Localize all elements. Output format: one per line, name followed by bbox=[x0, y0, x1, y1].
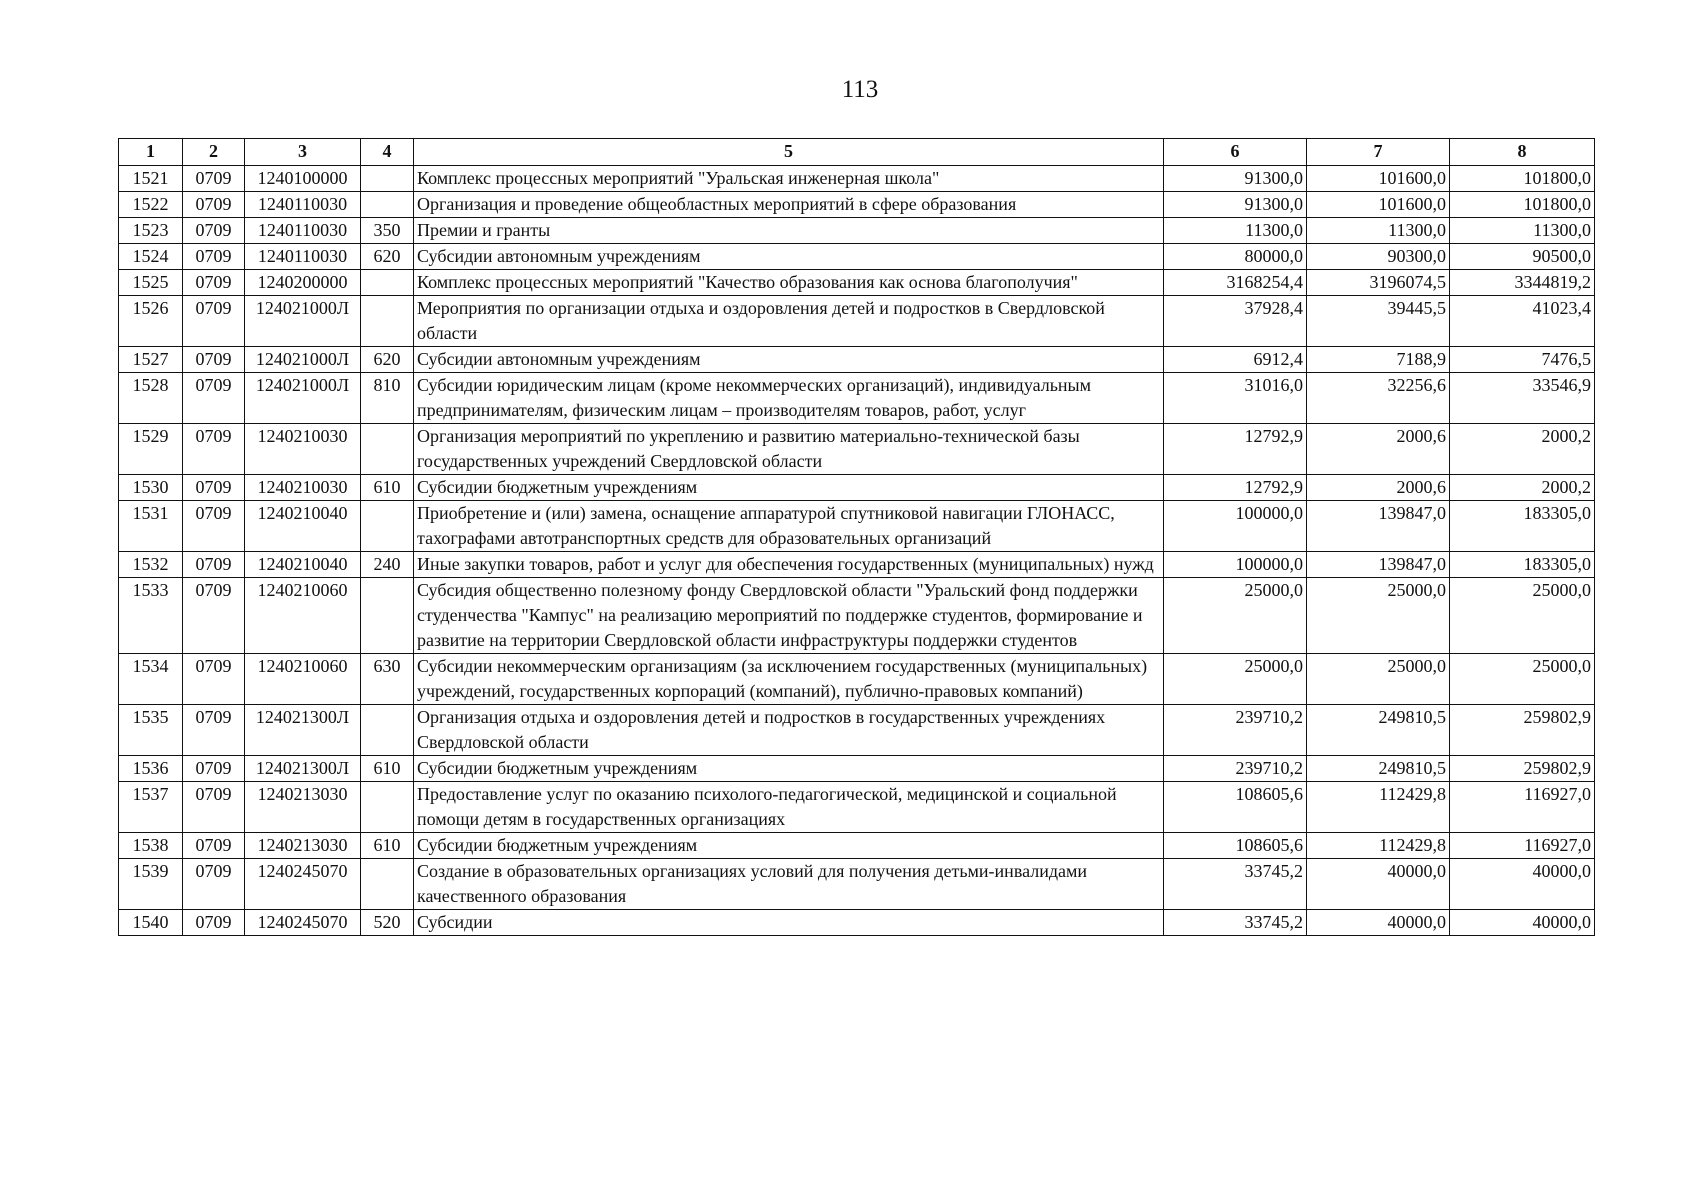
amount-col6-cell: 239710,2 bbox=[1164, 756, 1307, 782]
table-body bbox=[119, 166, 1595, 936]
expense-type-cell bbox=[361, 501, 414, 552]
amount-col6-cell: 100000,0 bbox=[1164, 501, 1307, 552]
row-number-cell: 1538 bbox=[119, 833, 183, 859]
amount-col7-cell: 2000,6 bbox=[1307, 475, 1450, 501]
amount-col7-cell: 112429,8 bbox=[1307, 833, 1450, 859]
row-number-cell: 1537 bbox=[119, 782, 183, 833]
amount-col6-cell: 31016,0 bbox=[1164, 373, 1307, 424]
amount-col8-cell: 183305,0 bbox=[1450, 552, 1595, 578]
target-code-cell: 1240213030 bbox=[245, 833, 361, 859]
table-row bbox=[119, 578, 1595, 654]
expense-type-cell: 240 bbox=[361, 552, 414, 578]
section-code-cell: 0709 bbox=[183, 859, 245, 910]
amount-col6-cell: 25000,0 bbox=[1164, 654, 1307, 705]
section-code-cell: 0709 bbox=[183, 833, 245, 859]
description-cell: Субсидии юридическим лицам (кроме некоммерческих организаций), индивидуальным предпринимателям, физическим лицам – производителям товаров, работ, услуг bbox=[414, 373, 1164, 424]
column-header-7: 7 bbox=[1307, 139, 1450, 166]
amount-col7-cell: 249810,5 bbox=[1307, 705, 1450, 756]
target-code-cell: 124021300Л bbox=[245, 756, 361, 782]
description-cell: Субсидии bbox=[414, 910, 1164, 936]
row-number-cell: 1525 bbox=[119, 270, 183, 296]
column-header-8: 8 bbox=[1450, 139, 1595, 166]
table-row bbox=[119, 859, 1595, 910]
amount-col7-cell: 11300,0 bbox=[1307, 218, 1450, 244]
section-code-cell: 0709 bbox=[183, 373, 245, 424]
column-header-1: 1 bbox=[119, 139, 183, 166]
description-cell: Мероприятия по организации отдыха и оздоровления детей и подростков в Свердловской области bbox=[414, 296, 1164, 347]
amount-col6-cell: 91300,0 bbox=[1164, 166, 1307, 192]
target-code-cell: 124021000Л bbox=[245, 347, 361, 373]
amount-col6-cell: 100000,0 bbox=[1164, 552, 1307, 578]
amount-col8-cell: 25000,0 bbox=[1450, 578, 1595, 654]
row-number-cell: 1534 bbox=[119, 654, 183, 705]
row-number-cell: 1529 bbox=[119, 424, 183, 475]
amount-col7-cell: 112429,8 bbox=[1307, 782, 1450, 833]
section-code-cell: 0709 bbox=[183, 910, 245, 936]
table-row bbox=[119, 833, 1595, 859]
expense-type-cell: 350 bbox=[361, 218, 414, 244]
section-code-cell: 0709 bbox=[183, 424, 245, 475]
budget-table bbox=[118, 138, 1595, 936]
amount-col6-cell: 12792,9 bbox=[1164, 424, 1307, 475]
target-code-cell: 124021300Л bbox=[245, 705, 361, 756]
table-row bbox=[119, 501, 1595, 552]
amount-col8-cell: 259802,9 bbox=[1450, 756, 1595, 782]
amount-col7-cell: 2000,6 bbox=[1307, 424, 1450, 475]
description-cell: Комплекс процессных мероприятий "Уральская инженерная школа" bbox=[414, 166, 1164, 192]
row-number-cell: 1530 bbox=[119, 475, 183, 501]
amount-col8-cell: 25000,0 bbox=[1450, 654, 1595, 705]
amount-col6-cell: 80000,0 bbox=[1164, 244, 1307, 270]
target-code-cell: 1240245070 bbox=[245, 859, 361, 910]
amount-col8-cell: 11300,0 bbox=[1450, 218, 1595, 244]
description-cell: Субсидия общественно полезному фонду Свердловской области "Уральский фонд поддержки студенчества "Кампус" на реализацию мероприятий по поддержке студентов, формирование и развитие на территории Свердловской области инфраструктуры поддержки студентов bbox=[414, 578, 1164, 654]
amount-col7-cell: 25000,0 bbox=[1307, 578, 1450, 654]
row-number-cell: 1539 bbox=[119, 859, 183, 910]
amount-col8-cell: 33546,9 bbox=[1450, 373, 1595, 424]
target-code-cell: 1240110030 bbox=[245, 244, 361, 270]
expense-type-cell bbox=[361, 296, 414, 347]
description-cell: Предоставление услуг по оказанию психолого-педагогической, медицинской и социальной помощи детям в государственных организациях bbox=[414, 782, 1164, 833]
amount-col7-cell: 249810,5 bbox=[1307, 756, 1450, 782]
amount-col6-cell: 25000,0 bbox=[1164, 578, 1307, 654]
row-number-cell: 1535 bbox=[119, 705, 183, 756]
amount-col8-cell: 2000,2 bbox=[1450, 424, 1595, 475]
row-number-cell: 1523 bbox=[119, 218, 183, 244]
expense-type-cell: 610 bbox=[361, 833, 414, 859]
target-code-cell: 1240110030 bbox=[245, 192, 361, 218]
table-row bbox=[119, 705, 1595, 756]
expense-type-cell bbox=[361, 705, 414, 756]
description-cell: Субсидии некоммерческим организациям (за исключением государственных (муниципальных) учреждений, государственных корпораций (компаний), публично-правовых компаний) bbox=[414, 654, 1164, 705]
expense-type-cell bbox=[361, 192, 414, 218]
amount-col7-cell: 3196074,5 bbox=[1307, 270, 1450, 296]
amount-col8-cell: 40000,0 bbox=[1450, 859, 1595, 910]
description-cell: Приобретение и (или) замена, оснащение аппаратурой спутниковой навигации ГЛОНАСС, тахографами автотранспортных средств для образовательных организаций bbox=[414, 501, 1164, 552]
section-code-cell: 0709 bbox=[183, 347, 245, 373]
table-row bbox=[119, 218, 1595, 244]
expense-type-cell: 620 bbox=[361, 244, 414, 270]
amount-col6-cell: 108605,6 bbox=[1164, 833, 1307, 859]
amount-col8-cell: 40000,0 bbox=[1450, 910, 1595, 936]
section-code-cell: 0709 bbox=[183, 475, 245, 501]
amount-col6-cell: 11300,0 bbox=[1164, 218, 1307, 244]
row-number-cell: 1528 bbox=[119, 373, 183, 424]
amount-col7-cell: 32256,6 bbox=[1307, 373, 1450, 424]
row-number-cell: 1521 bbox=[119, 166, 183, 192]
expense-type-cell bbox=[361, 424, 414, 475]
column-header-2: 2 bbox=[183, 139, 245, 166]
expense-type-cell bbox=[361, 859, 414, 910]
expense-type-cell bbox=[361, 782, 414, 833]
row-number-cell: 1540 bbox=[119, 910, 183, 936]
description-cell: Организация и проведение общеобластных мероприятий в сфере образования bbox=[414, 192, 1164, 218]
expense-type-cell bbox=[361, 270, 414, 296]
expense-type-cell: 620 bbox=[361, 347, 414, 373]
table-row bbox=[119, 244, 1595, 270]
expense-type-cell: 810 bbox=[361, 373, 414, 424]
header-row bbox=[119, 139, 1595, 166]
amount-col6-cell: 12792,9 bbox=[1164, 475, 1307, 501]
section-code-cell: 0709 bbox=[183, 782, 245, 833]
description-cell: Премии и гранты bbox=[414, 218, 1164, 244]
amount-col8-cell: 41023,4 bbox=[1450, 296, 1595, 347]
amount-col7-cell: 101600,0 bbox=[1307, 166, 1450, 192]
target-code-cell: 1240100000 bbox=[245, 166, 361, 192]
row-number-cell: 1536 bbox=[119, 756, 183, 782]
column-header-6: 6 bbox=[1164, 139, 1307, 166]
table-row bbox=[119, 654, 1595, 705]
description-cell: Субсидии автономным учреждениям bbox=[414, 244, 1164, 270]
description-cell: Субсидии бюджетным учреждениям bbox=[414, 833, 1164, 859]
description-cell: Комплекс процессных мероприятий "Качество образования как основа благополучия" bbox=[414, 270, 1164, 296]
target-code-cell: 1240210040 bbox=[245, 552, 361, 578]
amount-col6-cell: 37928,4 bbox=[1164, 296, 1307, 347]
amount-col6-cell: 91300,0 bbox=[1164, 192, 1307, 218]
amount-col6-cell: 239710,2 bbox=[1164, 705, 1307, 756]
target-code-cell: 1240210040 bbox=[245, 501, 361, 552]
amount-col7-cell: 7188,9 bbox=[1307, 347, 1450, 373]
expense-type-cell: 610 bbox=[361, 475, 414, 501]
description-cell: Организация мероприятий по укреплению и развитию материально-технической базы государственных учреждений Свердловской области bbox=[414, 424, 1164, 475]
table-row bbox=[119, 373, 1595, 424]
amount-col7-cell: 139847,0 bbox=[1307, 501, 1450, 552]
amount-col7-cell: 101600,0 bbox=[1307, 192, 1450, 218]
table-row bbox=[119, 270, 1595, 296]
description-cell: Субсидии бюджетным учреждениям bbox=[414, 756, 1164, 782]
amount-col8-cell: 116927,0 bbox=[1450, 782, 1595, 833]
target-code-cell: 1240245070 bbox=[245, 910, 361, 936]
amount-col7-cell: 39445,5 bbox=[1307, 296, 1450, 347]
description-cell: Иные закупки товаров, работ и услуг для обеспечения государственных (муниципальных) нужд bbox=[414, 552, 1164, 578]
amount-col8-cell: 3344819,2 bbox=[1450, 270, 1595, 296]
table-row bbox=[119, 296, 1595, 347]
section-code-cell: 0709 bbox=[183, 192, 245, 218]
row-number-cell: 1526 bbox=[119, 296, 183, 347]
description-cell: Субсидии бюджетным учреждениям bbox=[414, 475, 1164, 501]
table-row bbox=[119, 756, 1595, 782]
row-number-cell: 1533 bbox=[119, 578, 183, 654]
section-code-cell: 0709 bbox=[183, 756, 245, 782]
amount-col8-cell: 2000,2 bbox=[1450, 475, 1595, 501]
section-code-cell: 0709 bbox=[183, 578, 245, 654]
amount-col8-cell: 116927,0 bbox=[1450, 833, 1595, 859]
section-code-cell: 0709 bbox=[183, 654, 245, 705]
target-code-cell: 1240210030 bbox=[245, 475, 361, 501]
target-code-cell: 1240200000 bbox=[245, 270, 361, 296]
section-code-cell: 0709 bbox=[183, 218, 245, 244]
column-header-5: 5 bbox=[414, 139, 1164, 166]
table-row bbox=[119, 782, 1595, 833]
section-code-cell: 0709 bbox=[183, 501, 245, 552]
amount-col8-cell: 101800,0 bbox=[1450, 166, 1595, 192]
amount-col7-cell: 90300,0 bbox=[1307, 244, 1450, 270]
section-code-cell: 0709 bbox=[183, 166, 245, 192]
description-cell: Субсидии автономным учреждениям bbox=[414, 347, 1164, 373]
amount-col8-cell: 7476,5 bbox=[1450, 347, 1595, 373]
expense-type-cell: 520 bbox=[361, 910, 414, 936]
amount-col6-cell: 6912,4 bbox=[1164, 347, 1307, 373]
section-code-cell: 0709 bbox=[183, 270, 245, 296]
amount-col8-cell: 183305,0 bbox=[1450, 501, 1595, 552]
table-row bbox=[119, 166, 1595, 192]
row-number-cell: 1522 bbox=[119, 192, 183, 218]
table-row bbox=[119, 347, 1595, 373]
target-code-cell: 1240110030 bbox=[245, 218, 361, 244]
section-code-cell: 0709 bbox=[183, 296, 245, 347]
expense-type-cell bbox=[361, 578, 414, 654]
table-row bbox=[119, 424, 1595, 475]
table-row bbox=[119, 475, 1595, 501]
expense-type-cell bbox=[361, 166, 414, 192]
amount-col6-cell: 33745,2 bbox=[1164, 910, 1307, 936]
expense-type-cell: 630 bbox=[361, 654, 414, 705]
column-header-3: 3 bbox=[245, 139, 361, 166]
row-number-cell: 1532 bbox=[119, 552, 183, 578]
amount-col7-cell: 40000,0 bbox=[1307, 859, 1450, 910]
amount-col7-cell: 40000,0 bbox=[1307, 910, 1450, 936]
amount-col6-cell: 108605,6 bbox=[1164, 782, 1307, 833]
section-code-cell: 0709 bbox=[183, 244, 245, 270]
row-number-cell: 1527 bbox=[119, 347, 183, 373]
row-number-cell: 1531 bbox=[119, 501, 183, 552]
amount-col8-cell: 101800,0 bbox=[1450, 192, 1595, 218]
description-cell: Создание в образовательных организациях условий для получения детьми-инвалидами качественного образования bbox=[414, 859, 1164, 910]
amount-col7-cell: 25000,0 bbox=[1307, 654, 1450, 705]
section-code-cell: 0709 bbox=[183, 552, 245, 578]
target-code-cell: 1240210030 bbox=[245, 424, 361, 475]
expense-type-cell: 610 bbox=[361, 756, 414, 782]
table-row bbox=[119, 192, 1595, 218]
amount-col7-cell: 139847,0 bbox=[1307, 552, 1450, 578]
target-code-cell: 1240210060 bbox=[245, 654, 361, 705]
table-row bbox=[119, 910, 1595, 936]
table-row bbox=[119, 552, 1595, 578]
target-code-cell: 1240210060 bbox=[245, 578, 361, 654]
target-code-cell: 124021000Л bbox=[245, 373, 361, 424]
column-header-4: 4 bbox=[361, 139, 414, 166]
amount-col6-cell: 33745,2 bbox=[1164, 859, 1307, 910]
amount-col6-cell: 3168254,4 bbox=[1164, 270, 1307, 296]
amount-col8-cell: 90500,0 bbox=[1450, 244, 1595, 270]
target-code-cell: 1240213030 bbox=[245, 782, 361, 833]
description-cell: Организация отдыха и оздоровления детей и подростков в государственных учреждениях Свердловской области bbox=[414, 705, 1164, 756]
page-number: 113 bbox=[841, 76, 879, 103]
row-number-cell: 1524 bbox=[119, 244, 183, 270]
target-code-cell: 124021000Л bbox=[245, 296, 361, 347]
amount-col8-cell: 259802,9 bbox=[1450, 705, 1595, 756]
section-code-cell: 0709 bbox=[183, 705, 245, 756]
